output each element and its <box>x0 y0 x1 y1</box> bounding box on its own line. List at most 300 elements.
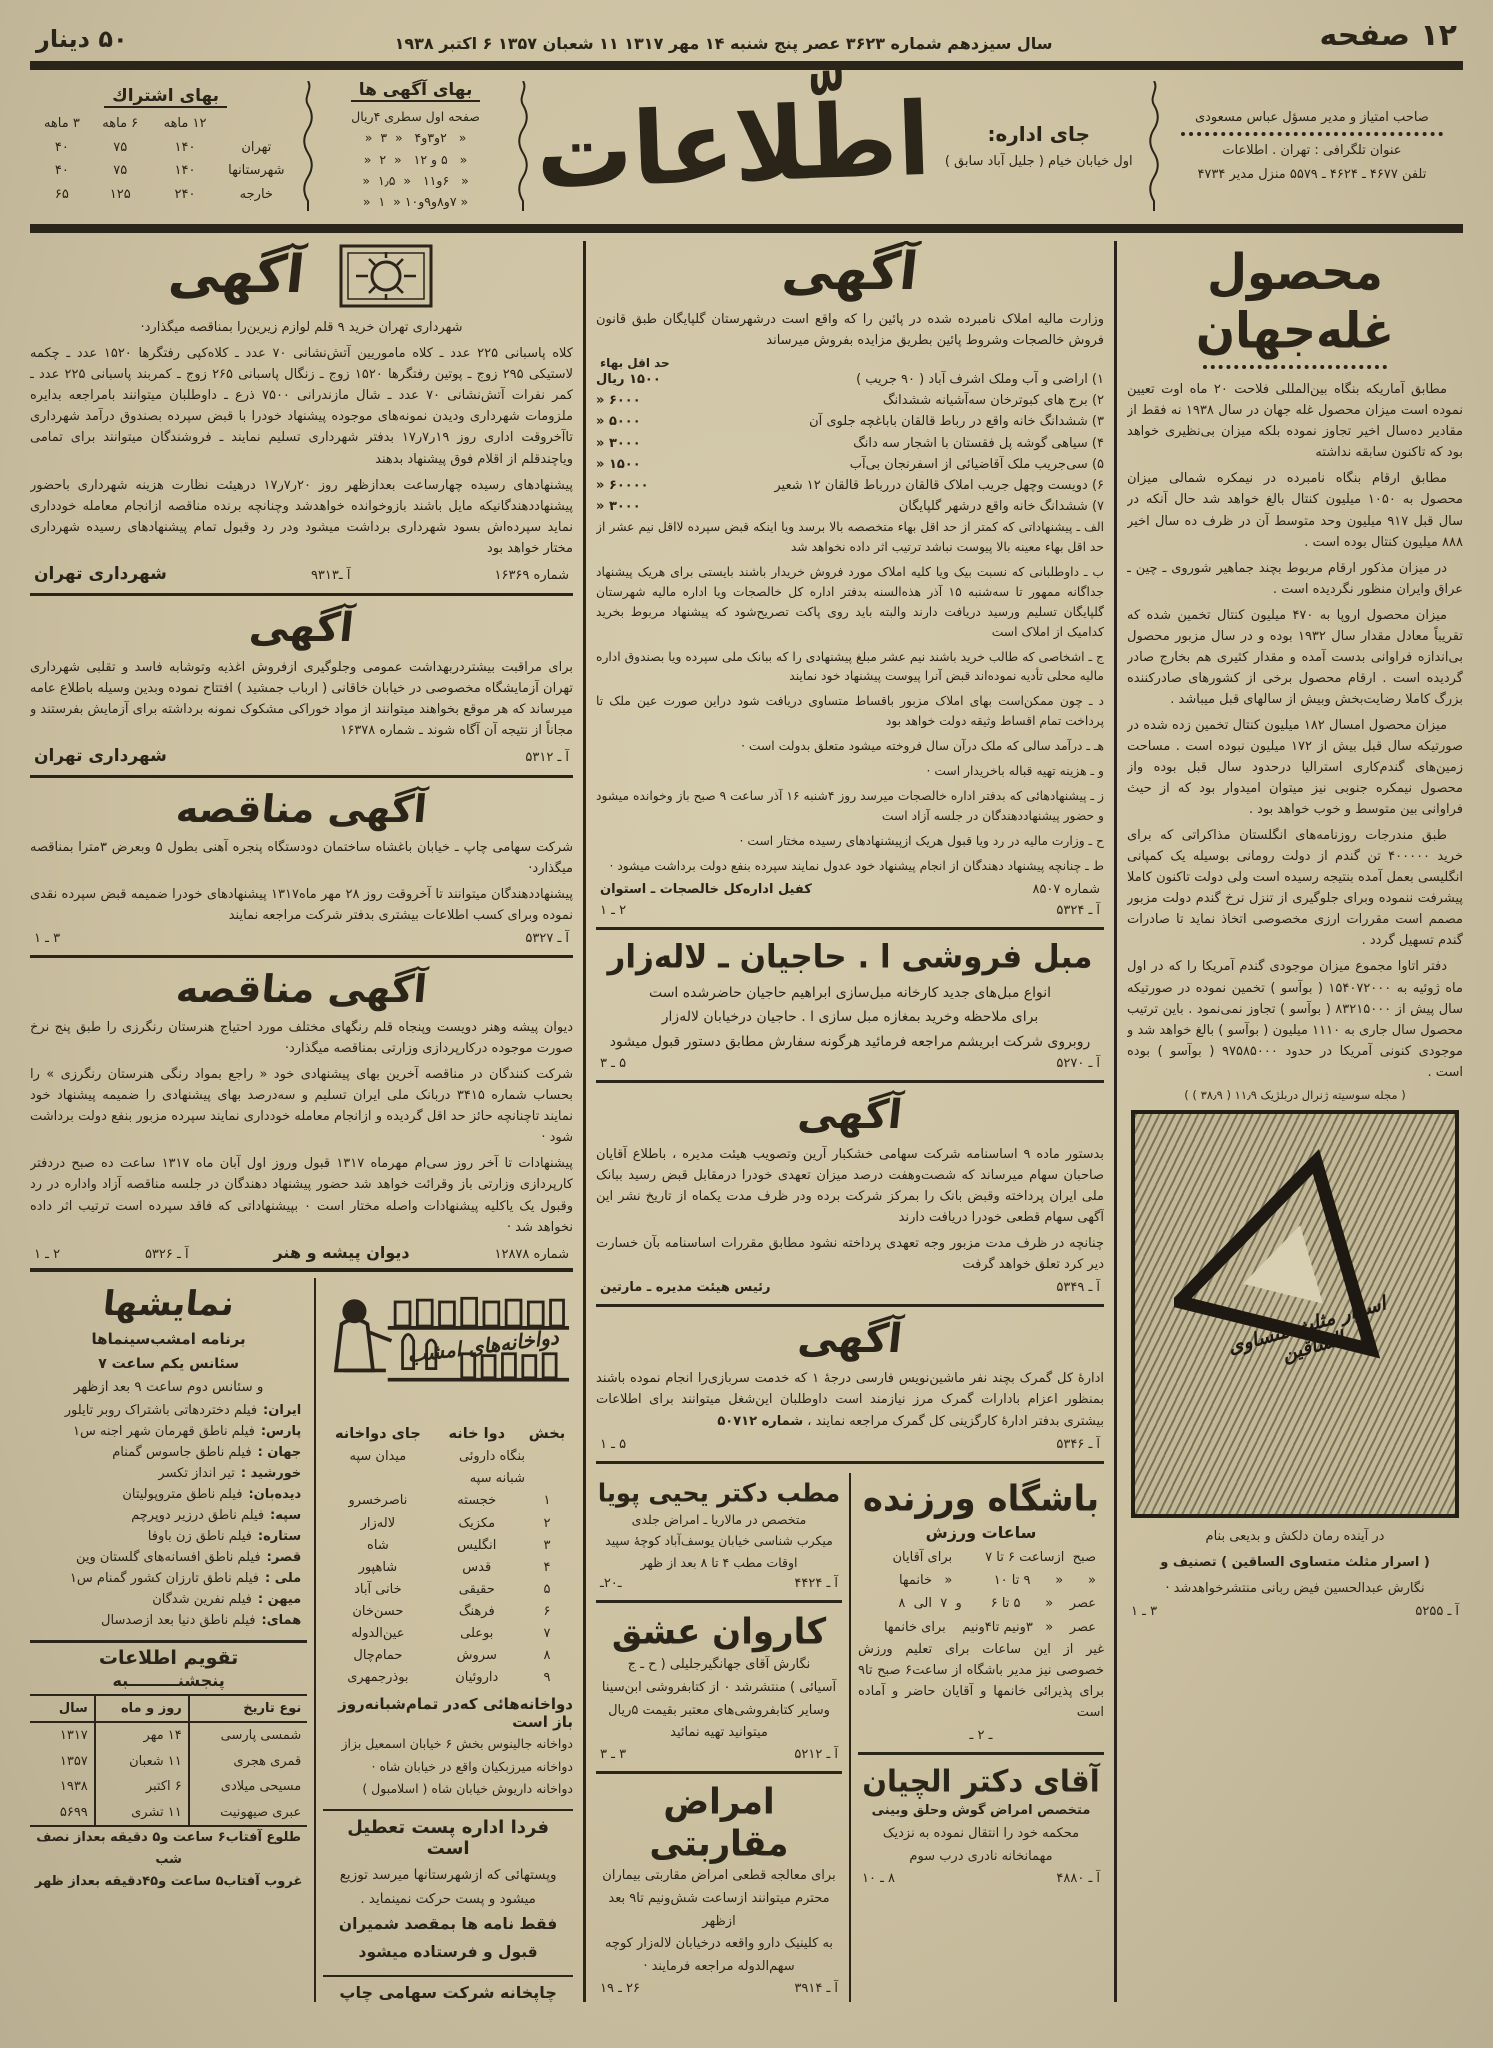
pharmacy-no: ۱ <box>543 1493 551 1509</box>
subscription-value: ۴۰ <box>54 139 69 155</box>
ad-ref-number: آ ـ ۵۲۱۲ <box>794 1747 838 1763</box>
estate-item-price: ۵۰۰۰ « <box>596 414 641 430</box>
office-address: اول خیابان خیام ( جلیل آباد سابق ) <box>944 154 1133 170</box>
subscription-value: ۱۲۵ <box>109 186 131 202</box>
estates-clause: د ـ چون ممکن‌است بهای املاک مزبور باقساط متساوی دریافت شود دراین صورت عین ملک تا پرداخت تمام اقساط وثیقه دولت خواهد بود <box>596 694 1104 729</box>
sunset-line: غروب آفتاب۵ ساعت و۴۵دقیقه بعداز ظهر <box>34 1874 303 1890</box>
book-ad-refline <box>1131 1604 1459 1619</box>
ad-price-line: « ۲و۳و۴ « ۳ « <box>364 130 467 146</box>
estate-item <box>596 455 1104 475</box>
book-ad-illustration <box>1131 1110 1459 1518</box>
cinema-film: فیلم ناطق درزیر دوپرچم <box>131 1508 265 1524</box>
section-rule <box>596 1080 1104 1083</box>
ad-run-count: ـ ۲ ـ <box>969 1728 993 1744</box>
office-block <box>936 80 1141 212</box>
column-rule <box>849 1473 851 2002</box>
grain-paragraph: دفتر اتاوا مجموع میزان موجودی گندم آمریکا را که در اول ماه ژوئیه به ۱۵۴۰۷۲۰۰۰ ( بوآسو ) تخمین نموده در صورتیکه سال پیش از ۸۳۲۱۵۰۰۰ ( بوآسو ) تجاوز نمی‌نمود . باین ترتیب محصول سال جاری به ۱۱۱۰ میلیون ( بوآسو ) بالغ خواهد شد و موجودی کنونی آمریکا در حدود ۹۷۵۸۵۰۰۰ ( بوآسو ) بوده است . <box>1127 959 1463 1080</box>
page-count: ۱۲ صفحه <box>1319 18 1457 53</box>
section-rule <box>596 1304 1104 1307</box>
calendar-day: ۱۴ مهر <box>96 1723 190 1749</box>
allnight-line: دواخانه داریوش خیابان شاه ( اسلامبول ) <box>362 1781 573 1797</box>
cinema-name: خورشید : <box>240 1466 302 1482</box>
estates-clause: الف ـ پیشنهاداتی که کمتر از حد اقل بهاء متخصصه بالا برسد ویا اینکه قبض سپرده لااقل نیم عشر از حد اقل بهاء معینه بالا پیوست نباشد ترتیب اثر داده نخواهد شد <box>596 520 1104 555</box>
grain-paragraph: طبق مندرجات روزنامه‌های انگلستان مذاکراتی که برای خرید ۴۰۰۰۰۰ تن گندم از دولت رومانی بوسیله یک کمپانی انگلیسی بعمل آمده بنتیجه رسیده است ولی دولت تاکنون کاملا پیشرفت ننموده وبرای جلوگیری از تنزل نرخ گندم دولت مزبور مصمم است مقررات ارزی مخصوصی اتخاذ نماید تا صادرات گندم تسهیل گردد . <box>1127 828 1463 949</box>
pouya-refline <box>600 1576 838 1591</box>
tender1-headline: آگهی مناقصه <box>174 786 429 831</box>
estates-clause: و ـ هزینه تهیه قباله باخریدار است · <box>926 764 1104 779</box>
grain-paragraph: مطابق ارقام بنگاه نامبرده در نیمکره شمالی میزان محصول به ۱۰۵۰ میلیون کنتال بالغ خواهد شد حال آنکه در سال قبل ۹۱۷ میلیون وحد متوسط آن در ظرف ده سال اخیر ۸۸۸ میلیون کنتال بوده است . <box>1127 471 1463 550</box>
arian-paragraph: بدستور ماده ۹ اساسنامه شرکت سهامی خشکبار آرین وتصویب هیئت مدیره ، باطلاع آقایان صاحبان سهام میرساند که شصت‌وهفت درصد میزان تعهدی خودرا درمقابل قبض رسید ببانک ملی ایران پرداخته وقبض بانک را بمرکز شرکت برده ودر ظرف مدت یکماه از تاریخ نشر این آگهی سهام قطعی خودرا دریافت دارند <box>596 1147 1104 1226</box>
gym-subtitle: ساعات ورزش <box>925 1522 1037 1542</box>
min-price-label: حد اقل بهاء <box>600 356 670 371</box>
estates-clause: ط ـ چنانچه پیشنهاد دهندگان از انجام پیشنهاد خود عدول نمایند سپرده بنفع دولت برداشت میشود · <box>609 858 1104 873</box>
post-notice-line: وپستهائی که ازشهرستانها میرسد توزیع <box>339 1866 557 1883</box>
signature: شهرداری تهران <box>34 745 167 766</box>
wavy-divider-icon <box>516 80 530 212</box>
pouya-headline: مطب دکتر یحیی پویا <box>597 1477 841 1508</box>
grain-paragraph: میزان محصول اروپا به ۴۷۰ میلیون کنتال تخمین شده که تقریباً معادل مقدار سال ۱۹۳۲ بوده و در سال مزبور محصول بی‌اندازه فراوانی بدست آمده و مقدار کثیری هم بخارج صادر گردیده است . ارقام محصول برخی از کشورهای صادرکننده بزرگ کاملا رضایت‌بخش وبیش از سالهای قبل میباشد . <box>1127 607 1463 707</box>
post-notice-line: فقط نامه ها بمقصد شمیران <box>338 1915 558 1934</box>
subscription-value: ۱۴۰ <box>174 163 196 179</box>
customs-paragraph <box>596 1368 1104 1431</box>
caravan-refline <box>600 1747 838 1762</box>
allnight-line: دواخانه میرزبکیان واقع در خیابان شاه · <box>371 1758 573 1774</box>
phone-line: تلفن ۴۶۷۷ ـ ۴۶۲۴ ـ ۵۵۷۹ منزل مدیر ۴۷۳۴ <box>1197 166 1427 182</box>
calendar-type: مسیحی میلادی <box>220 1779 302 1794</box>
estate-item <box>596 370 1104 390</box>
cinema-listing <box>30 1484 307 1505</box>
estates-refline <box>600 903 1100 918</box>
post-notice-line: قبول و فرستاده میشود <box>358 1943 538 1962</box>
calendar-year: ۱۳۱۷ <box>30 1723 96 1749</box>
masthead <box>0 74 1493 220</box>
owner-block <box>1167 80 1457 212</box>
min-price-header <box>600 356 1100 370</box>
section-rule <box>596 1600 842 1603</box>
subscription-value: ۷۵ <box>113 163 128 179</box>
municipal-p1: شهرداری تهران خرید ۹ قلم لوازم زیرین‌را بمناقصه میگذارد· <box>140 320 463 336</box>
pharmacy-name: بوعلی <box>460 1626 494 1641</box>
pharmacy-col-header: دوا خانه <box>448 1425 506 1442</box>
cinema-name: ایران: <box>263 1402 302 1418</box>
ad-ref-number: آ ـ۹۳۱۳ <box>310 567 351 583</box>
section-rule <box>30 955 573 958</box>
book-ad-line: ( اسرار مثلث متساوی الساقین ) تصنیف و <box>1160 1554 1430 1570</box>
calendar-col-header: نوع تاریخ <box>190 1696 307 1724</box>
ad-ref-number: آ ـ ۵۳۲۶ <box>144 1246 189 1262</box>
estate-item-text: ۱) اراضی و آب وملک اشرف آباد ( ۹۰ جریب ) <box>856 372 1104 388</box>
grain-headline: محصول غله‌جهان <box>1195 242 1395 360</box>
estate-item-price: ۱۵۰۰ « <box>596 456 641 472</box>
gym-schedule-line: عصر « ۳ونیم تا۴ونیم برای خانمها <box>883 1619 1096 1635</box>
ad-run-count: ۲۶ ـ ۱۹ <box>600 1980 641 1996</box>
subscription-table <box>36 112 295 206</box>
municipal-signature-line <box>34 564 569 584</box>
tender2-signature-line <box>34 1243 569 1262</box>
estate-item-text: ۲) برج های کبوترخان سه‌آشیانه ششدانگ <box>882 393 1104 409</box>
venereal-line: محترم میتوانند ازساعت شش‌ونیم تا۹ بعد ازظهر <box>608 1890 830 1929</box>
pharmacy-place: شاهپور <box>358 1559 398 1575</box>
subscription-header: ۶ ماهه <box>102 116 139 132</box>
pharmacy-name: قدس <box>462 1559 492 1575</box>
estates-signature-line <box>600 882 1100 897</box>
healthlab-refline <box>34 746 569 766</box>
price-label: ۵۰ دینار <box>36 25 128 53</box>
furniture-line: انواع مبل‌های جدید کارخانه مبل‌سازی ابراهیم حاجیان حاضرشده است <box>648 984 1052 1001</box>
healthlab-ad-title: آگهی <box>247 604 356 651</box>
ad-run-count: ۲ ـ ۱ <box>34 1246 61 1262</box>
section-rule <box>30 593 573 596</box>
book-ad-line: در آینده رمان دلکش و بدیعی بنام <box>1205 1528 1385 1544</box>
pharmacy-name: فرهنگ <box>458 1603 495 1619</box>
subscription-header: ۱۲ ماهه <box>163 116 207 132</box>
shows-program-line: و سئانس دوم ساعت ۹ بعد ازظهر <box>73 1379 264 1396</box>
column-center <box>596 241 1104 2002</box>
pharmacy-name: انگلیس <box>457 1537 497 1553</box>
tender1-p1: شرکت سهامی چاپ ـ خیابان باغشاه ساختمان دودستگاه پنجره آهنی بطول ۵ وبعرض ۳مترا بمناقصه میگذارد· <box>30 839 573 876</box>
pharmacy-no: ۷ <box>543 1626 551 1641</box>
cinema-name: جهان : <box>257 1445 302 1461</box>
allnight-line: دواخانه جالینوس بخش ۶ خیابان اسمعیل بزاز <box>341 1736 573 1752</box>
estate-item <box>596 434 1104 454</box>
estate-item-price: ۱۵۰۰ ریال <box>596 372 661 388</box>
customs-refline <box>600 1437 1100 1452</box>
grain-paragraph: میزان محصول امسال ۱۸۲ میلیون کنتال تخمین زده شده در صورتیکه سال قبل بیش از ۱۷۲ میلیون نبوده است . مساحت زمین‌های گندم‌کاری استرالیا درحدود سال قبل بوده واز محصول نیمکره جنوبی نیز میتوان امیدوار بود که از حیث فراوانی بین متوسط و خوب خواهد بود . <box>1127 717 1463 818</box>
tender2-headline: آگهی مناقصه <box>174 967 429 1012</box>
shows-program-line: برنامه امشب‌سینماها <box>91 1329 246 1348</box>
healthlab-paragraph: برای مراقبت بیشتردربهداشت عمومی وجلوگیری ازفروش اغذیه وتوشابه فاسد و تقلبی شهرداری تهران آزمایشگاه مخصوصی در خیابان خاقانی ( ارباب جمشید ) افتتاح نموده وبدین وسیله باطلاع عامه میرساند که هر موقع بخواهند میتوانند از مواد خوراکی مشکوک نمونه برداشته برای آزمایش بفرستند و مجاناً از نتیجه آن آگاه شوند ـ شماره ۱۶۳۷۸ <box>30 659 573 738</box>
alchian-headline: آقای دکتر الچیان <box>862 1763 1100 1800</box>
cinema-film: فیلم ناطق دنیا بعد ازصدسال <box>101 1613 256 1629</box>
pharmacy-no: ۲ <box>543 1515 551 1531</box>
calendar-col-header: سال <box>30 1696 96 1724</box>
printer-line: چاپخانه شرکت سهامی چاپ <box>323 1975 573 2002</box>
ad-run-count: ۵ ـ ۱ <box>600 1436 627 1452</box>
ad-ref-number: آ ـ ۵۳۴۹ <box>1056 1280 1100 1296</box>
ad-prices-block <box>321 80 511 212</box>
caravan-line: میتوانید تهیه نمائید <box>670 1725 768 1741</box>
estate-item-text: ۳) ششدانگ خانه واقع در رباط قالقان باباغچه جلوی آن <box>809 414 1104 430</box>
section-rule <box>30 775 573 778</box>
body-columns <box>0 237 1493 2002</box>
customs-text: ادارهٔ کل گمرک بچند نفر ماشین‌نویس فارسی درجهٔ ۱ که خدمت سربازی‌را انجام نموده باشند بمنظور اعزام بادارات گمرک مرز نیازمند است داوطلبان این‌شغل میتوانند برای اطلاعات بیشتری بدفتر ادارهٔ کارگزینی کل گمرک مراجعه نمایند ، <box>596 1371 1104 1429</box>
calendar-type: عبری صیهونیت <box>220 1804 302 1820</box>
signature: رئیس هیئت مدیره ـ مارتین <box>600 1280 771 1296</box>
furniture-line: برای ملاحظه وخرید بمغازه مبل سازی ا . حاجیان درخیابان لاله‌زار <box>661 1009 1039 1026</box>
venereal-line: برای معالجه قطعی امراض مقاربتی بیماران <box>602 1868 836 1884</box>
subscription-region: خارجه <box>239 186 273 202</box>
pharmacy-no: ۵ <box>543 1581 551 1597</box>
venereal-refline <box>600 1981 838 1996</box>
post-notice-line: میشود و پست حرکت نمینماید . <box>360 1891 536 1908</box>
gym-schedule-line: « « ۹ تا ۱۰ « خانمها <box>898 1572 1096 1588</box>
column-grain <box>1127 241 1463 2002</box>
estate-item <box>596 412 1104 432</box>
subscription-value: ۶۵ <box>54 186 69 202</box>
pharmacy-place: بوذرجمهری <box>347 1670 409 1686</box>
masthead-rule <box>30 224 1463 233</box>
pharmacy-name: سروش <box>456 1648 497 1664</box>
calendar-year: ۱۳۵۷ <box>30 1749 96 1775</box>
cinema-name: پارس: <box>260 1424 302 1440</box>
estates-ad-title: آگهی <box>779 242 921 303</box>
pharmacy-no: ۸ <box>543 1648 551 1664</box>
pharmacy-place: خانی آباد <box>354 1581 402 1597</box>
estate-item-price: ۶۰۰۰ « <box>596 393 641 409</box>
subscription-header: ۳ ماهه <box>43 116 80 132</box>
cinema-name: ملی : <box>265 1571 302 1587</box>
pharmacy-no: ۶ <box>543 1603 551 1619</box>
signature: دیوان پیشه و هنر <box>273 1242 410 1262</box>
calendar-day: ۱۱ شعبان <box>96 1749 190 1775</box>
caravan-line: وسایر کتابفروشی‌های معتبر بقیمت ۵ریال <box>608 1702 830 1718</box>
ad-ref-number: آ ـ ۴۸۸۰ <box>1056 1870 1100 1886</box>
cinema-listing <box>30 1400 307 1421</box>
shows-headline: نمایشها <box>101 1283 237 1324</box>
subscription-value: ۲۴۰ <box>174 186 196 202</box>
subscription-region: شهرستانها <box>228 163 285 179</box>
calendar-day: ۶ اکتبر <box>96 1774 190 1800</box>
pharmacy-no <box>525 1446 569 1490</box>
shows-subcolumn <box>30 1278 307 2003</box>
dotted-separator <box>1203 365 1388 369</box>
pharmacies-subcolumn <box>323 1278 573 2003</box>
calendar-year: ۵۶۹۹ <box>30 1800 96 1826</box>
wavy-divider-icon <box>1147 80 1161 212</box>
shows-program-line: سئانس یکم ساعت ۷ <box>98 1355 239 1372</box>
tender2-paragraph: شرکت کنندگان در مناقصه آخرین بهای پیشنهادی خود « راجع بمواد رنگی هنرستان رنگرزی » را بحساب شماره ۳۴۱۵ دربانک ملی ایران تسلیم و سه‌درصد بهای پیشنهادی را ضمیمه پیشنهاد خود نمایند تاچنانچه حائز حد اقل گردیده و ازانجام معامله خودداری نمایند سپرده مزبور بنفع دولت برداشت شود · <box>30 1067 573 1146</box>
column-left <box>30 241 573 2002</box>
furniture-refline <box>600 1056 1100 1071</box>
alchian-line: متخصص امراض گوش وحلق وبینی <box>871 1803 1091 1819</box>
ad-price-line: « ۷و۸و۹و۱۰ « ۱ « <box>362 194 469 209</box>
pouya-line: میکرب شناسی خیابان یوسف‌آباد کوچهٔ سپید <box>605 1533 833 1549</box>
cinema-film: فیلم ناطق متروپولیتان <box>122 1487 243 1503</box>
nameplate <box>533 80 933 212</box>
customs-ad-title: آگهی <box>795 1316 905 1363</box>
post-notice-title: فردا اداره پست تعطیل است <box>323 1809 573 1859</box>
center-bottom-split <box>596 1473 1104 2002</box>
column-rule <box>1114 241 1117 2002</box>
grain-paragraph: مطابق آماریکه بنگاه بین‌المللی فلاحت ۲۰ ماه اوت تعیین نموده است میزان محصول غله جهان در سال ۱۹۳۸ نه فقط از مقادیر ده‌سال اخیر تجاوز نموده بلکه میزان بی‌نظیری خواهد بود که تاکنون سابقه نداشته <box>1127 382 1463 461</box>
top-rule <box>30 61 1463 70</box>
arian-refline <box>600 1280 1100 1295</box>
issue-dateline: سال سیزدهم شماره ۳۶۲۳ عصر پنج شنبه ۱۴ مهر ۱۳۱۷ ۱۱ شعبان ۱۳۵۷ ۶ اکتبر ۱۹۳۸ <box>394 34 1053 53</box>
municipal-ad-title: آگهی <box>165 245 308 306</box>
pouya-line: متخصص در مالاریا ـ امراض جلدی <box>631 1511 807 1527</box>
cinema-listing <box>30 1421 307 1442</box>
section-rule <box>30 1268 573 1272</box>
calendar-table <box>30 1694 307 1828</box>
gym-schedule-line: عصر « ۵ تا ۶ و ۷ الی ۸ <box>898 1596 1096 1612</box>
pharmacy-place: حمام‌چال <box>353 1648 403 1664</box>
pouya-line: اوقات مطب ۴ تا ۸ بعد از ظهر <box>640 1555 798 1571</box>
pharmacy-place: عین‌الدوله <box>351 1626 405 1641</box>
pharmacy-name: حقیقی <box>458 1581 495 1597</box>
pharmacy-place: حسن‌خان <box>352 1603 404 1619</box>
dotted-divider <box>1181 132 1443 136</box>
tender2-paragraph: پیشنهادات تا آخر روز سی‌ام مهرماه ۱۳۱۷ قبول وروز اول آبان ماه ۱۳۱۷ ساعت ده صبح دردفتر کارپردازی وزارتی باز وقرائت خواهد شد حضور پیشنهاد دهندگان در جلسه مناقصه آزاد واداره در رد وقبول یک یاکلیه پیشنهادات واصله مختار است ۰ بپیشنهاداتی که فاقد سپرده است ترتیب اثر داده نخواهد شد · <box>30 1156 573 1235</box>
municipal-p3: پیشنهادهای رسیده چهارساعت بعدازظهر روز ۲۰ر۷ر۱۷ درهیئت نظارت هزینه شهرداری باحضور پیشنهاددهندگانیکه مایل باشند بازوخوانده خواهدشد وچنانچه برنده مناقصه ازانجام معامله خودداری نماید سپرده‌اش بسود شهرداری برداشت میشود ودر رد وقبول تمام پیشنهادهای رسیده شهرداری مختار خواهد بود <box>30 477 573 556</box>
pharmacy-name: بنگاه داروئی شبانه سپه <box>458 1449 525 1487</box>
ad-ref-number: آ ـ ۵۲۷۰ <box>1056 1056 1100 1072</box>
tender1-p2: پیشنهاددهندگان میتوانند تا آخروقت روز ۲۸ مهر ماه۱۳۱۷ پیشنهادهای خودرا ضمیمه قبض سپرده نقدی نموده وبرای کسب اطلاعات بیشتری بدفتر شرکت مراجعه نمایند <box>30 887 573 924</box>
pharmacies-table <box>323 1422 573 1690</box>
calendar-type: شمسی پارسی <box>220 1728 302 1743</box>
estates-clause: ج ـ اشخاصی که طالب خرید باشند نیم عشر مبلغ پیشنهادی را که ببانک ملی سپرده ویا بصندوق اداره مالیه محلی تأدیه نموده‌اند قبض آنرا پیوست پیشنهاد خود نمایند <box>596 649 1104 684</box>
ad-number: شماره ۵۰۷۱۲ <box>717 1413 804 1429</box>
ad-run-count: ـ۲۰ـ <box>600 1576 622 1592</box>
subscription-title: بهای اشتراك <box>104 86 227 108</box>
pharmacy-col-header: جای دواخانه <box>334 1425 421 1442</box>
cinema-listing <box>30 1568 307 1589</box>
cinema-film: فیلم ناطق افسانه‌های گلستان وین <box>75 1550 261 1566</box>
tender2-paragraph: دیوان پیشه وهنر دویست وپنجاه قلم رنگهای مختلف مورد احتیاج هنرستان رنگرزی را طبق پنج نرخ صورت موجوده درکارپردازی وزارتی بمناقصه میگذارد· <box>30 1020 573 1057</box>
subscription-block <box>36 80 295 212</box>
wavy-divider-icon <box>301 80 315 212</box>
estate-item-text: ۴) سیاهی گوشه پل فقستان با اشجار سه دانگ <box>853 435 1104 451</box>
book-cover-title: اسرار مثلث متساوی الساقین <box>1225 1292 1389 1366</box>
ad-ref-number: آ ـ ۵۳۱۲ <box>525 749 569 765</box>
clinic-subcolumn <box>596 1473 842 2002</box>
cinema-film: فیلم ناطق تارزان کشور گمنام س۱ <box>69 1571 259 1587</box>
section-rule <box>858 1752 1104 1755</box>
estate-item <box>596 391 1104 411</box>
cinema-film: فیلم ناطق جاسوس گمنام <box>112 1445 252 1461</box>
calendar-col-header: روز و ماه <box>96 1696 190 1724</box>
cinema-film: فیلم نفرین شدگان <box>152 1592 252 1608</box>
column-rule <box>314 1278 316 2003</box>
ad-run-count: ۲ ـ ۱ <box>600 902 627 918</box>
estate-item-price: ۳۰۰۰ « <box>596 435 641 451</box>
subscription-value: ۷۵ <box>113 139 128 155</box>
ad-price-line: « ۵ و ۱۲ « ۲ « <box>363 151 468 167</box>
caravan-line: آسیائی ) منتشرشد ۰ از کتابفروشی ابن‌سینا <box>601 1679 837 1695</box>
subscription-value: ۱۴۰ <box>174 139 196 155</box>
cinema-name: میهن : <box>257 1592 302 1608</box>
cinema-listing <box>30 1442 307 1463</box>
section-rule <box>596 1771 842 1774</box>
estates-clause: هـ ـ درآمد سالی که ملک درآن سال فروخته میشود متعلق بدولت است · <box>741 739 1104 754</box>
cinema-listing <box>30 1610 307 1631</box>
cinema-listing <box>30 1526 307 1547</box>
ad-run-count: ۵ ـ ۳ <box>600 1056 627 1072</box>
estates-intro: وزارت مالیه املاک نامبرده شده در پائین را که واقع است درشهرستان گلپایگان طبق قانون فروش خالصجات وشروط پائین بطریق مزایده بفروش میرساند <box>596 312 1104 349</box>
calendar-year: ۱۹۳۸ <box>30 1774 96 1800</box>
section-rule <box>596 927 1104 930</box>
venereal-headline: امراض مقاربتی <box>649 1781 789 1866</box>
furniture-line: روبروی شرکت ابریشم مراجعه فرمائید هرگونه سفارش مطابق دستور قبول میشود <box>609 1033 1091 1050</box>
calendar-type: قمری هجری <box>233 1753 302 1769</box>
pharmacy-no: ۹ <box>543 1670 551 1686</box>
pharmacy-col-header: بخش <box>528 1425 566 1442</box>
pharmacy-name: داروئیان <box>455 1670 499 1686</box>
pharmacy-no: ۳ <box>543 1537 551 1553</box>
top-strip <box>0 0 1493 57</box>
estates-clause: ب ـ داوطلبانی که نسبت بیک ویا کلیه املاک مورد فروش خریدار باشند بایستی برای هریک پیشنهاد جداگانه ممهور تا سه‌شنبه ۱۵ آذر هذه‌السنه بدفتر اداره کل خالصجات ویا اداره مالیه شهرستان گلپایگان تسلیم ورسید دریافت دارند والبته باید روی پاکت تصریح‌شود که پیشنهاد مربوط بخرید کدامیک از املاک است <box>596 564 1104 639</box>
ad-ref-number: آ ـ ۵۲۵۵ <box>1415 1603 1459 1619</box>
municipal-ad-header <box>30 243 573 309</box>
ad-ref-number: آ ـ ۴۴۲۴ <box>794 1576 838 1592</box>
ad-ref-number: آ ـ ۵۳۴۶ <box>1056 1436 1100 1452</box>
office-label: جای اداره: <box>987 122 1090 147</box>
allnight-title: دواخانه‌هائی که‌در تمام‌شبانه‌روز باز است <box>338 1695 573 1732</box>
book-ad-line: نگارش عبدالحسین فیض ربانی منتشرخواهدشد · <box>1165 1580 1425 1596</box>
ad-ref-number: آ ـ ۵۳۲۴ <box>1056 902 1100 918</box>
cinema-name: ستاره: <box>257 1529 302 1545</box>
gym-doctor-subcolumn <box>858 1473 1104 2002</box>
calendar-day: ۱۱ تشری <box>96 1800 190 1826</box>
section-rule <box>596 1461 1104 1464</box>
ad-run-count: ۸ ـ ۱۰ <box>862 1870 896 1886</box>
estate-item <box>596 476 1104 496</box>
signature: کفیل اداره‌کل خالصجات ـ استوان <box>600 881 812 897</box>
grain-footnote: ( مجله سوسیته ژنرال دربلژیک ۱۱٫۹ ( ۳۸٫۹ ) ) <box>1184 1087 1406 1102</box>
caravan-line: نگارش آقای جهانگیرجلیلی ( ح ـ ج <box>627 1657 811 1673</box>
gym-headline: باشگاه ورزنده <box>862 1477 1100 1520</box>
arian-paragraph: چنانچه در ظرف مدت مزبور وجه تعهدی پرداخته نشود مطابق مقررات اساسنامه بآن خسارت دیر کرد تعلق خواهد گرفت <box>596 1236 1104 1273</box>
ad-number: شماره ۱۲۸۷۸ <box>494 1246 569 1262</box>
estates-clause: ز ـ پیشنهادهائی که بدفتر اداره خالصجات میرسد روز ۴شنبه ۱۶ آذر ساعت ۹ صبح باز وخوانده میشود و حضور پیشنهاددهندگان در جلسه آزاد است <box>596 789 1104 823</box>
ad-price-line: « ۶و۱۱ « ۱٫۵ « <box>362 172 469 188</box>
ad-price-line: صفحه اول سطری ۴ریال <box>351 109 480 124</box>
sunrise-line: طلوع آفتاب۶ ساعت و۵ دقیقه بعداز نصف شب <box>36 1830 302 1868</box>
alchian-refline <box>862 1871 1100 1886</box>
estate-item <box>596 497 1104 517</box>
telegraph-line: عنوان تلگرافی : تهران . اطلاعات <box>1222 143 1402 159</box>
cinema-film: فیلم ناطق زن باوفا <box>147 1529 252 1545</box>
tender1-refline <box>34 931 569 946</box>
calendar-box <box>30 1640 307 1894</box>
gym-schedule-line: صبح ازساعت ۶ تا ۷ برای آقایان <box>892 1549 1096 1565</box>
cinema-name: قصر: <box>266 1550 302 1566</box>
furniture-headline: مبل فروشی ا . حاجیان ـ لاله‌زار <box>607 937 1093 976</box>
ad-ref-number: آ ـ ۵۳۲۷ <box>525 931 569 947</box>
cinema-listing <box>30 1463 307 1484</box>
arian-ad-title: آگهی <box>795 1092 905 1139</box>
pharmacy-no: ۴ <box>543 1559 551 1575</box>
grain-paragraph: در میزان مذکور ارقام مربوط بچند جماهیر شوروی ـ چین ـ عراق وایران منظور نگردیده است . <box>1127 560 1463 597</box>
pharmacy-name: مکزیک <box>458 1515 496 1531</box>
pharmacy-place: میدان سپه <box>349 1449 407 1465</box>
municipal-p2: کلاه پاسبانی ۲۲۵ عدد ـ کلاه ماموریین آتش‌نشانی ۷۰ عدد ـ کلاه‌کپی رفتگرها ۱۵۲۰ عدد ـ چکمه لاستیکی ۲۹۵ زوج ـ پوتین رفتگرها ۱۵۲۰ زوج ـ زنگال پاسبانی ۲۶۵ زوج ـ کمربند پاسبانی ۲۲۵ عدد ـ کمر نفرات آتش‌نشانی ۷۰ عدد ـ شال مازندرانی ۷۵۰۰ ذرع ـ داوطلبان میتوانند بامراجعه بدایره ملزومات شهرداری ودیدن نمونه‌های موجوده پیشنهاد خودرا با قبض سپرده بصندوق درآمد شهرداری تاآخروقت اداری روز ۱۹ر۷ر۱۷ بدفتر شهرداری تسلیم نمایند ـ فروشندگان میتوانند برای تمامی ویاچندقلم از اقلام فوق پیشنهاد بدهند <box>30 346 573 467</box>
municipality-emblem-icon <box>338 243 434 309</box>
pharmacy-place: لاله‌زار <box>360 1515 396 1531</box>
calendar-weekday: پنجشنـــــــــبه <box>112 1670 225 1690</box>
cinema-film: تیر انداز تکسر <box>158 1466 235 1482</box>
ad-ref-number: آ ـ ۳۹۱۴ <box>794 1980 838 1996</box>
column-rule <box>583 241 586 2002</box>
alchian-line: محکمه خود را انتقال نموده به نزدیک <box>882 1826 1080 1842</box>
estate-item-price: ۶۰۰۰۰ « <box>596 477 649 493</box>
ad-run-count: ۳ ـ ۳ <box>600 1747 627 1763</box>
ad-run-count: ۳ ـ ۱ <box>1131 1603 1158 1619</box>
estate-item-text: ۶) دویست وچهل جریب املاک قالقان دررباط قالقان ۱۲ شعیر <box>774 477 1104 493</box>
gym-note: غیر از این ساعات برای تعلیم ورزش خصوصی نیز مدیر باشگاه از ساعت۶ صبح تا۹ برای پذیرائی خانمها و آقایان حاضر و آماده است <box>858 1642 1104 1721</box>
pharmacy-illustration <box>323 1282 573 1420</box>
cinema-film: فیلم دختردهاتی باشتراک روبر تایلور <box>64 1402 258 1418</box>
pharmacies-banner: دواخانه‌های امشب <box>406 1324 560 1367</box>
subscription-value: ۴۰ <box>54 163 69 179</box>
cinema-name: همای: <box>261 1613 302 1629</box>
subscription-region: تهران <box>241 139 272 155</box>
left-bottom-split <box>30 1278 573 2003</box>
nameplate-title: اطّلاعات <box>533 80 933 212</box>
pharmacy-place: شاه <box>367 1537 389 1553</box>
estates-clause: ح ـ وزارت مالیه در رد ویا قبول هریک ازپیشنهادهای رسیده مختار است · <box>739 833 1104 848</box>
calendar-title: تقویم اطلاعات <box>98 1646 239 1669</box>
ad-number: شماره ۱۶۳۶۹ <box>494 567 569 583</box>
